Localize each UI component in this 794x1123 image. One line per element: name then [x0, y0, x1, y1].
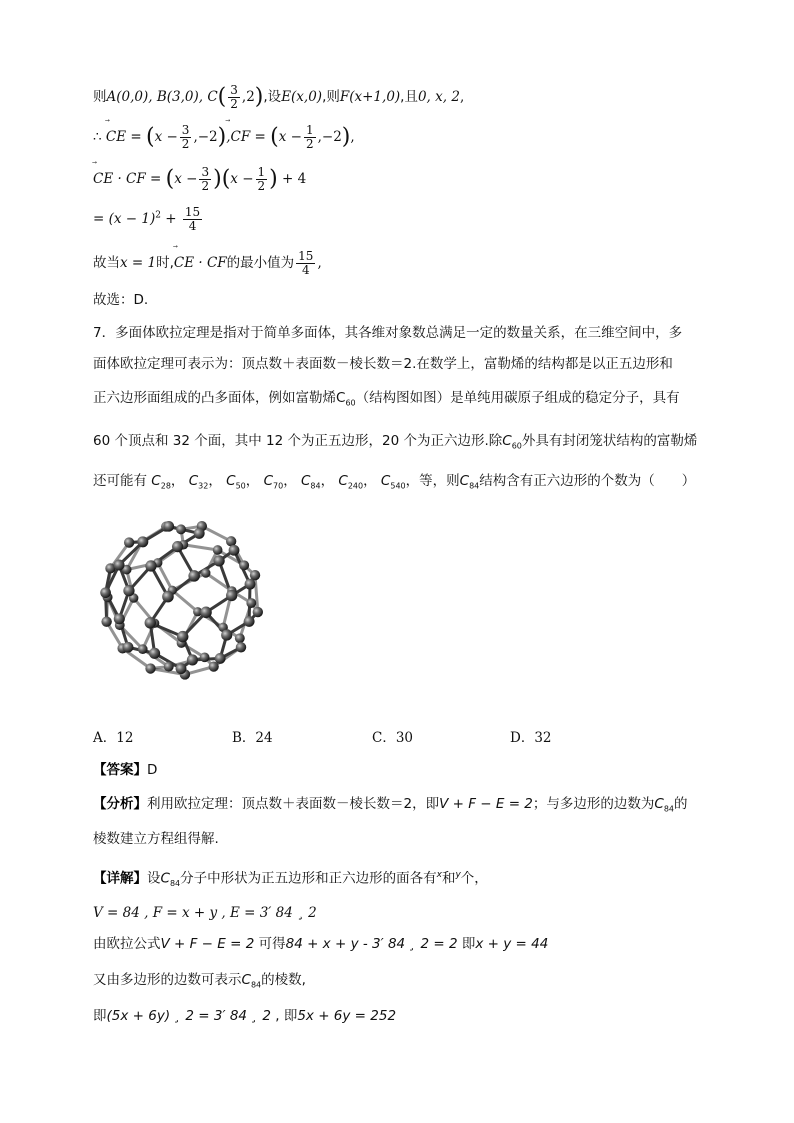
carbon-atom — [213, 545, 223, 555]
answer-tag: 【答案】 — [93, 762, 147, 778]
carbon-atom — [235, 633, 245, 643]
carbon-atom — [124, 537, 134, 547]
carbon-atom — [137, 536, 148, 547]
analysis-line-1: 【分析】利用欧拉定理：顶点数＋表面数－棱长数＝2，即V + F − E = 2；与多边形的边数为$C_{84}$的 — [93, 796, 688, 814]
fraction: $\frac{15}{4}$ — [298, 249, 314, 278]
carbon-atom — [221, 629, 232, 640]
question-line-5: 还可能有 $C_{28}$， $C_{32}$， $C_{50}$， $C_{70}$， $C_{84}$， $C_{240}$， $C_{540}$，等，则$C_{84}$结构含有正六边形的个数为（ ） — [93, 473, 696, 491]
solution-choice: 故选：D. — [93, 292, 149, 308]
option-b[interactable]: B．24 — [232, 730, 273, 746]
carbon-atom — [215, 653, 226, 664]
fraction: $\frac{3}{2}$ — [230, 83, 238, 112]
carbon-atom — [236, 642, 246, 652]
fraction: $\frac{15}{4}$ — [184, 205, 201, 234]
carbon-atom — [162, 591, 174, 603]
carbon-atom — [100, 587, 111, 598]
carbon-atom — [239, 560, 249, 570]
solution-line-2: ∴ ⃗ CE = (x − $\frac{3}{2}$ ,−2)⃗ ,CF = (x − $\frac{1}{2}$ ,−2), — [93, 124, 355, 151]
detail-line-3: 由欧拉公式V + F − E = 2 可得84 + x + y - 3′ 84 ¸ 2 = 2 即x + y = 44 — [93, 936, 549, 952]
carbon-atom — [145, 560, 156, 571]
carbon-atom — [188, 570, 200, 582]
analysis-line-2: 棱数建立方程组得解. — [93, 831, 219, 847]
detail-line-1: 【详解】设$C_{84}$分子中形状为正五边形和正六边形的面各有$^x$和$^y$个， — [93, 870, 488, 889]
detail-line-4: 又由多边形的边数可表示$C_{84}$的棱数, — [93, 972, 306, 990]
carbon-atom — [209, 662, 219, 672]
solution-line-5: 故当x = 1时,⃗ CE · CF的最小值为 $\frac{15}{4}$ , — [93, 250, 322, 277]
carbon-atom — [187, 654, 198, 665]
bond — [183, 545, 217, 550]
fullerene-c60-image — [92, 515, 270, 683]
question-line-3: 正六边形面组成的凸多面体，例如富勒烯$C_{60}$（结构图如图）是单纯用碳原子组成的稳定分子，具有 — [93, 390, 680, 408]
detail-line-5: 即(5x + 6y) ¸ 2 = 3′ 84 ¸ 2 , 即5x + 6y = 252 — [93, 1008, 397, 1024]
carbon-atom — [172, 541, 183, 552]
carbon-atom — [114, 560, 125, 571]
carbon-atom — [245, 579, 256, 590]
dot-product: ⃗ CE · CF = — [93, 171, 161, 187]
solution-line-4: = $(x - 1)^2$ + $\frac{15}{4}$ — [93, 205, 201, 234]
carbon-atom — [123, 585, 134, 596]
option-a[interactable]: A．12 — [93, 730, 134, 746]
question-line-4: 60 个顶点和 32 个面，其中 12 个为正五边形，20 个为正六边形.除$C_{60}$外具有封闭笼状结构的富勒烯 — [93, 433, 698, 451]
option-c[interactable]: C．30 — [372, 730, 414, 746]
carbon-atom — [176, 524, 186, 534]
carbon-atom — [213, 555, 224, 566]
detail-line-2: V = 84 , F = x + y , E = 3′ 84 ¸ 2 — [93, 905, 317, 921]
carbon-atom — [114, 613, 125, 624]
dot-product: ⃗ CE · CF — [174, 255, 227, 271]
carbon-atom — [194, 528, 205, 539]
solution-line-3: ⃗ CE · CF = (x − $\frac{3}{2}$ )(x − $\frac{1}{2}$ ) + 4 — [93, 166, 306, 193]
carbon-atom — [101, 616, 111, 626]
vector-ce: ⃗ CE — [106, 129, 126, 145]
carbon-atom — [149, 648, 160, 659]
carbon-atom — [226, 590, 237, 601]
carbon-atom — [177, 631, 188, 642]
bond — [172, 590, 197, 611]
question-line-2: 面体欧拉定理可表示为：顶点数＋表面数－棱长数＝2.在数学上，富勒烯的结构都是以正五边形和 — [93, 356, 673, 372]
carbon-atom — [246, 598, 256, 608]
carbon-atom — [253, 607, 263, 617]
carbon-atom — [163, 521, 174, 532]
fraction: $\frac{3}{2}$ — [181, 123, 190, 152]
carbon-atom — [164, 662, 174, 672]
carbon-atom — [200, 652, 210, 662]
fraction: $\frac{3}{2}$ — [201, 165, 210, 194]
carbon-atom — [123, 642, 134, 653]
answer-line — [93, 762, 157, 778]
carbon-atom — [145, 663, 155, 673]
answer-value: D — [147, 762, 158, 778]
carbon-atom — [201, 568, 210, 577]
solution-line-1: 则A(0,0), B(3,0), C( $\frac{3}{2}$ ,2),设E(x,0),则F(x+1,0),且0, x, 2, — [93, 83, 465, 112]
carbon-atom — [138, 644, 148, 654]
carbon-atom — [176, 663, 187, 674]
option-d[interactable]: D．32 — [510, 730, 552, 746]
question-line-1: 7．多面体欧拉定理是指对于简单多面体，其各维对象数总满足一定的数量关系，在三维空间中，多 — [93, 325, 683, 341]
carbon-atom — [200, 607, 212, 619]
vector-cf: ⃗ ,CF — [226, 129, 250, 145]
fraction: $\frac{1}{2}$ — [257, 165, 266, 194]
carbon-atom — [244, 616, 255, 627]
carbon-atom — [229, 545, 240, 556]
fraction: $\frac{1}{2}$ — [305, 123, 314, 152]
carbon-atom — [145, 617, 156, 628]
